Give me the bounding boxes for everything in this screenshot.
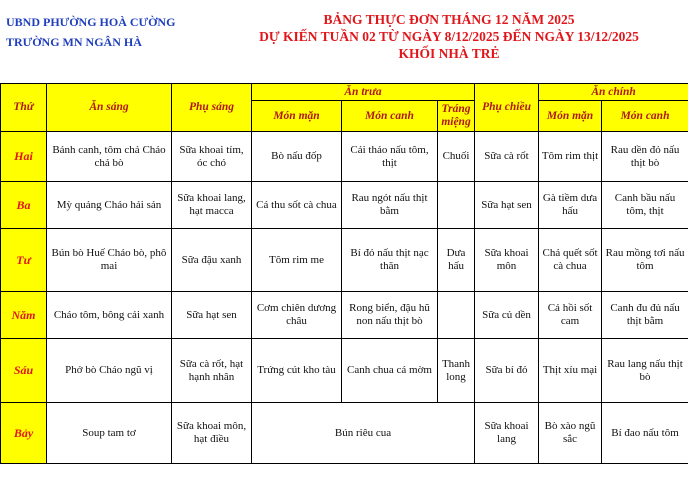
table-row: [1, 339, 688, 403]
an-sang-cell: Bánh canh, tôm chả Cháo chả bò: [47, 132, 172, 182]
phu-chieu-cell: Sữa cà rốt: [475, 132, 539, 182]
an-sang-cell: Soup tam tơ: [47, 403, 172, 464]
chinh-man-cell: Cá hồi sốt cam: [539, 292, 602, 339]
mon-man-cell: Trứng cút kho tàu: [252, 339, 342, 403]
trang-mieng-cell: Thanh long: [438, 339, 475, 403]
mon-man-cell: Cơm chiên dương châu: [252, 292, 342, 339]
day-cell: Hai: [1, 132, 47, 182]
table-row: [1, 182, 688, 229]
an-sang-cell: Phở bò Cháo ngũ vị: [47, 339, 172, 403]
day-cell: Sáu: [1, 339, 47, 403]
chinh-canh-cell: Rau dền đỏ nấu thịt bò: [602, 132, 688, 182]
day-cell: Ba: [1, 182, 47, 229]
phu-chieu-cell: Sữa hạt sen: [475, 182, 539, 229]
chinh-man-cell: Tôm rim thịt: [539, 132, 602, 182]
col-header-trang-mieng: Tráng miệng: [438, 101, 475, 132]
chinh-man-cell: Bò xào ngũ sắc: [539, 403, 602, 464]
mon-man-cell: Cá thu sốt cà chua: [252, 182, 342, 229]
lunch-merged-cell: Bún riêu cua: [252, 403, 475, 464]
phu-sang-cell: Sữa cà rốt, hạt hạnh nhân: [172, 339, 252, 403]
title-line-3: KHỐI NHÀ TRẺ: [398, 46, 500, 61]
mon-canh-cell: Cải thảo nấu tôm, thịt: [342, 132, 438, 182]
menu-table: [0, 83, 688, 464]
phu-chieu-cell: Sữa bí đỏ: [475, 339, 539, 403]
chinh-man-cell: Gà tiềm dưa hấu: [539, 182, 602, 229]
table-row: [1, 229, 688, 292]
day-cell: Tư: [1, 229, 47, 292]
table-row: [1, 403, 688, 464]
col-header-an-sang: Ăn sáng: [47, 84, 172, 132]
mon-man-cell: Tôm rim me: [252, 229, 342, 292]
chinh-canh-cell: Rau mồng tơi nấu tôm: [602, 229, 688, 292]
mon-canh-cell: Bí đỏ nấu thịt nạc thăn: [342, 229, 438, 292]
chinh-canh-cell: Bí đao nấu tôm: [602, 403, 688, 464]
school-name: TRƯỜNG MN NGÂN HÀ: [6, 35, 142, 49]
an-sang-cell: Bún bò Huế Cháo bò, phô mai: [47, 229, 172, 292]
table-row: [1, 292, 688, 339]
chinh-man-cell: Chả quết sốt cà chua: [539, 229, 602, 292]
phu-sang-cell: Sữa khoai môn, hạt điều: [172, 403, 252, 464]
col-header-phu-chieu: Phụ chiều: [475, 84, 539, 132]
phu-sang-cell: Sữa khoai lang, hạt macca: [172, 182, 252, 229]
trang-mieng-cell: [438, 182, 475, 229]
table-row: [1, 132, 688, 182]
chinh-canh-cell: Rau lang nấu thịt bò: [602, 339, 688, 403]
phu-sang-cell: Sữa đậu xanh: [172, 229, 252, 292]
an-sang-cell: Cháo tôm, bông cải xanh: [47, 292, 172, 339]
school-header: [6, 12, 175, 52]
mon-canh-cell: Rong biển, đậu hũ non nấu thịt bò: [342, 292, 438, 339]
an-sang-cell: Mỳ quảng Cháo hải sản: [47, 182, 172, 229]
chinh-man-cell: Thịt xíu mại: [539, 339, 602, 403]
mon-canh-cell: Rau ngót nấu thịt bằm: [342, 182, 438, 229]
col-header-mon-canh: Món canh: [342, 101, 438, 132]
trang-mieng-cell: Chuối: [438, 132, 475, 182]
col-header-phu-sang: Phụ sáng: [172, 84, 252, 132]
mon-canh-cell: Canh chua cá mờm: [342, 339, 438, 403]
col-header-mon-man: Món mặn: [252, 101, 342, 132]
day-cell: Năm: [1, 292, 47, 339]
menu-title: [230, 11, 668, 62]
header-row-1: [1, 84, 688, 101]
col-header-chinh-mon-man: Món mặn: [539, 101, 602, 132]
phu-chieu-cell: Sữa củ dền: [475, 292, 539, 339]
day-cell: Bảy: [1, 403, 47, 464]
mon-man-cell: Bò nấu đốp: [252, 132, 342, 182]
col-header-chinh-mon-canh: Món canh: [602, 101, 688, 132]
phu-chieu-cell: Sữa khoai lang: [475, 403, 539, 464]
phu-sang-cell: Sữa hạt sen: [172, 292, 252, 339]
chinh-canh-cell: Canh bầu nấu tôm, thịt: [602, 182, 688, 229]
trang-mieng-cell: [438, 292, 475, 339]
col-header-an-chinh: Ăn chính: [539, 84, 688, 101]
title-line-2: DỰ KIẾN TUẦN 02 TỪ NGÀY 8/12/2025 ĐẾN NGÀY 13/12/2025: [259, 29, 639, 44]
ward-name: UBND PHƯỜNG HOÀ CƯỜNG: [6, 15, 176, 29]
phu-sang-cell: Sữa khoai tím, óc chó: [172, 132, 252, 182]
col-header-thu: Thứ: [1, 84, 47, 132]
phu-chieu-cell: Sữa khoai môn: [475, 229, 539, 292]
trang-mieng-cell: Dưa hấu: [438, 229, 475, 292]
col-header-an-trua: Ăn trưa: [252, 84, 475, 101]
chinh-canh-cell: Canh đu đủ nấu thịt bằm: [602, 292, 688, 339]
title-line-1: BẢNG THỰC ĐƠN THÁNG 12 NĂM 2025: [323, 12, 575, 27]
